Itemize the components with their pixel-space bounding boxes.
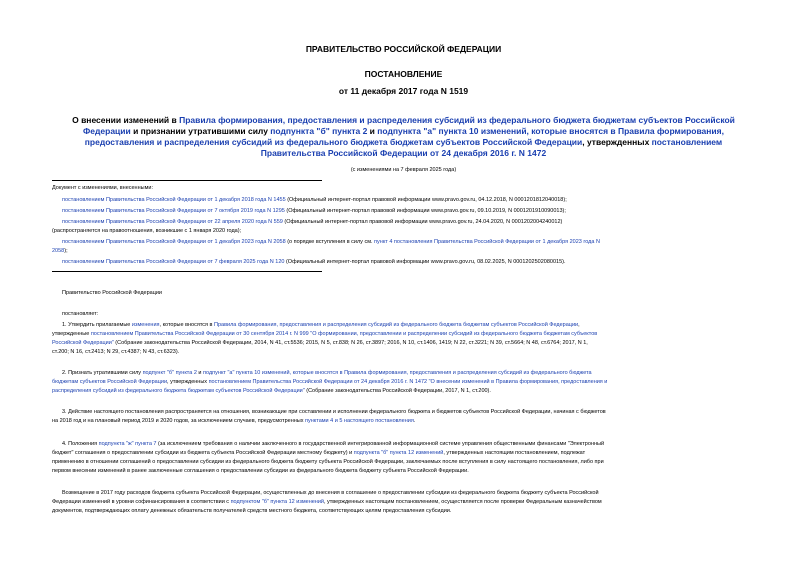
amendment-source: (Официальный интернет-портал правовой информации www.pravo.gov.ru, 24.04.2020, N 0001202004240012) <box>282 219 563 225</box>
paragraph-text: . <box>413 418 416 424</box>
paragraph-text: 2. Признать утратившими силу <box>62 370 143 376</box>
amendment-item <box>52 196 567 205</box>
amendment-link-2020[interactable]: постановлением Правительства Российской Федерации от 22 апреля 2020 года N 559 <box>62 219 283 225</box>
divider-bottom <box>52 271 322 272</box>
link-resolution-999[interactable]: постановлением Правительства Российской Федерации от 30 сентября 2014 г. N 999 "О формировании, предоставлении и распределении субсидий из федерального бюджета бюджетам субъектов <box>90 331 598 337</box>
paragraph-2 <box>52 369 770 396</box>
link-rules[interactable]: Правила формирования, предоставления и распределения субсидий из федерального бюджета бюджетам субъектов Российской Федерации <box>214 322 579 328</box>
resolves-word: постановляет: <box>62 311 99 317</box>
link-subparagraph-b-12[interactable]: подпунктом "б" пункта 12 изменений <box>230 499 324 505</box>
title-link-rules[interactable]: Правила формирования, предоставления и распределения субсидий из федерального бюджета бюджетам субъектов Российской <box>179 115 735 125</box>
amendment-source: ); <box>64 248 68 254</box>
amendment-link-2018[interactable]: постановлением Правительства Российской Федерации от 1 декабря 2018 года N 1455 <box>62 197 286 203</box>
link-subparagraph-a-cont[interactable]: бюджетам субъектов Российской Федерации <box>52 379 168 385</box>
link-subparagraph-b-12[interactable]: подпункта "б" пункта 12 изменений <box>353 450 444 456</box>
amendment-source: (Официальный интернет-портал правовой информации www.pravo.gov.ru, 09.10.2019, N 0001201910090013); <box>284 208 566 214</box>
amendment-item <box>52 218 562 227</box>
amendment-link-2023-number[interactable]: 2058 <box>52 248 65 254</box>
link-resolution-1472-cont[interactable]: распределения субсидий из федерального бюджета бюджетам субъектов Российской Федерации" <box>52 388 305 394</box>
document-title <box>50 115 757 159</box>
paragraph-text: Федерации изменений в уровни софинансирования в соответствии с <box>52 499 231 505</box>
amendment-item <box>52 207 566 216</box>
amendment-item <box>52 258 566 267</box>
paragraph-text: ст.200; N 16, ст.2413; N 29, ст.4387; N 43, ст.6323). <box>52 349 180 355</box>
paragraph-text: 1. Утвердить прилагаемые <box>62 322 132 328</box>
title-text: и признании утратившими силу <box>130 126 271 136</box>
link-resolution-1472[interactable]: постановлением Правительства Российской Федерации от 24 декабря 2016 г. N 1472 "О внесении изменений в Правила формирования, предоставления и <box>208 379 608 385</box>
amendment-item <box>52 238 600 247</box>
paragraph-4 <box>52 440 770 476</box>
paragraph-text: , утвержденных настоящим постановлением, осуществляется после проверки Федеральным казначейством <box>323 499 602 505</box>
title-link-subparagraph-a-cont[interactable]: предоставления и распределения субсидий из федерального бюджета бюджетам субъектов Российской Федерации <box>84 137 583 147</box>
amendment-link-2019[interactable]: постановлением Правительства Российской Федерации от 7 октября 2019 года N 1295 <box>62 208 285 214</box>
paragraph-text: , утвержденных <box>167 379 209 385</box>
amendment-source: (о порядке вступления в силу см. <box>285 239 375 245</box>
issuing-body: Правительство Российской Федерации <box>62 290 162 296</box>
amendment-item-cont <box>52 247 68 256</box>
paragraph-text: (Собрание законодательства Российской Федерации, 2017, N 1, ст.200). <box>304 388 491 394</box>
paragraph-text: 3. Действие настоящего постановления распространяется на отношения, возникающие при составлении и исполнении федерального бюджета и бюджетов субъектов Российской Федерации, начиная с бюджетов <box>62 409 606 415</box>
paragraph-text: (Собрание законодательства Российской Федерации, 2014, N 41, ст.5536; 2015, N 5, ст.838; N 26, ст.3897; 2016, N 10, ст.1406, 1419; N 22, ст.3221; N 39, ст.5664; N 48, ст.6764; 2017, N 1, <box>113 340 588 346</box>
paragraph-text: документов, подтверждающих оплату денежных обязательств получателей средств местного бюджета, соответствующих целям предоставления субсидии. <box>52 508 452 514</box>
amendment-link-2023-item4[interactable]: пункт 4 постановления Правительства Российской Федерации от 1 декабря 2023 года N <box>374 239 600 245</box>
revision-note: (с изменениями на 7 февраля 2025 года) <box>350 167 457 173</box>
link-items-4-5[interactable]: пунктами 4 и 5 настоящего постановления <box>305 418 414 424</box>
title-link-rules-cont[interactable]: Федерации <box>83 126 131 136</box>
government-name: ПРАВИТЕЛЬСТВО РОССИЙСКОЙ ФЕДЕРАЦИИ <box>305 44 502 54</box>
amendment-source: (Официальный интернет-портал правовой информации www.pravo.gov.ru, 04.12.2018, N 0001201812040018); <box>285 197 567 203</box>
paragraph-1 <box>52 321 770 357</box>
paragraph-text: , <box>578 322 580 328</box>
amendment-link-2023[interactable]: постановлением Правительства Российской Федерации от 1 декабря 2023 года N 2058 <box>62 239 286 245</box>
link-resolution-999-cont[interactable]: Российской Федерации" <box>52 340 114 346</box>
title-link-subparagraph-a[interactable]: подпункта "а" пункта 10 изменений, которые вносятся в Правила формирования, <box>377 126 724 136</box>
document-type: ПОСТАНОВЛЕНИЕ <box>364 69 443 79</box>
paragraph-text: (за исключением требования о наличии заключенного в государственной интегрированной информационной системе управления общественными финансами "Электронный <box>156 441 605 447</box>
divider-top <box>52 180 322 181</box>
amendment-source: (Официальный интернет-портал правовой информации www.pravo.gov.ru, 08.02.2025, N 0001202502080015). <box>284 259 566 265</box>
link-changes[interactable]: изменения <box>131 322 160 328</box>
link-subparagraph-a[interactable]: подпункт "а" пункта 10 изменений, которые вносятся в Правила формирования, предоставления и распределения субсидий из федерального бюджета <box>203 370 592 376</box>
paragraph-text: Возмещение в 2017 году расходов бюджета субъекта Российской Федерации, осуществленных до внесения в соглашение о предоставлении субсидии из федерального бюджета бюджету субъекта Российской <box>62 490 599 496</box>
link-subparagraph-b[interactable]: подпункт "б" пункта 2 <box>142 370 197 376</box>
title-text: и <box>367 126 378 136</box>
paragraph-text: , которые вносятся в <box>159 322 215 328</box>
paragraph-text: и <box>196 370 204 376</box>
title-link-resolution[interactable]: постановлением <box>651 137 723 147</box>
paragraph-text: применению в отношении соглашений о предоставлении субсидии из федерального бюджета бюджету субъекта Российской Федерации, заключаемых после вступления в силу настоящего постановления, либо при <box>52 459 604 465</box>
paragraph-text: утвержденные <box>52 331 91 337</box>
paragraph-5 <box>52 489 770 516</box>
paragraph-3 <box>52 408 770 426</box>
paragraph-text: , утвержденных настоящим постановлением, подлежат <box>443 450 586 456</box>
amendment-note: (распространяется на правоотношения, возникшие с 1 января 2020 года); <box>52 228 242 234</box>
amendment-link-2025[interactable]: постановлением Правительства Российской Федерации от 7 февраля 2025 года N 120 <box>62 259 285 265</box>
title-link-resolution-cont[interactable]: Правительства Российской Федерации от 24 декабря 2016 г. N 1472 <box>260 148 547 158</box>
paragraph-text: на 2018 год и на плановый период 2019 и 2020 годов, за исключением случаев, предусмотренных <box>52 418 305 424</box>
paragraph-text: первом внесении изменений в ранее заключенные соглашения о предоставлении субсидии из федерального бюджета бюджету субъекта Российской Федерации. <box>52 468 469 474</box>
title-link-subparagraph-b[interactable]: подпункта "б" пункта 2 <box>270 126 368 136</box>
link-subparagraph-zh[interactable]: подпункта "ж" пункта 7 <box>98 441 157 447</box>
title-text: О внесении изменений в <box>72 115 180 125</box>
paragraph-text: бюджет" соглашения о предоставлении субсидии из бюджета субъекта Российской Федерации местному бюджету) и <box>52 450 354 456</box>
paragraph-text: 4. Положения <box>62 441 99 447</box>
title-text: , утвержденных <box>582 137 652 147</box>
amendments-intro: Документ с изменениями, внесенными: <box>52 185 153 191</box>
document-date: от 11 декабря 2017 года N 1519 <box>338 86 469 96</box>
